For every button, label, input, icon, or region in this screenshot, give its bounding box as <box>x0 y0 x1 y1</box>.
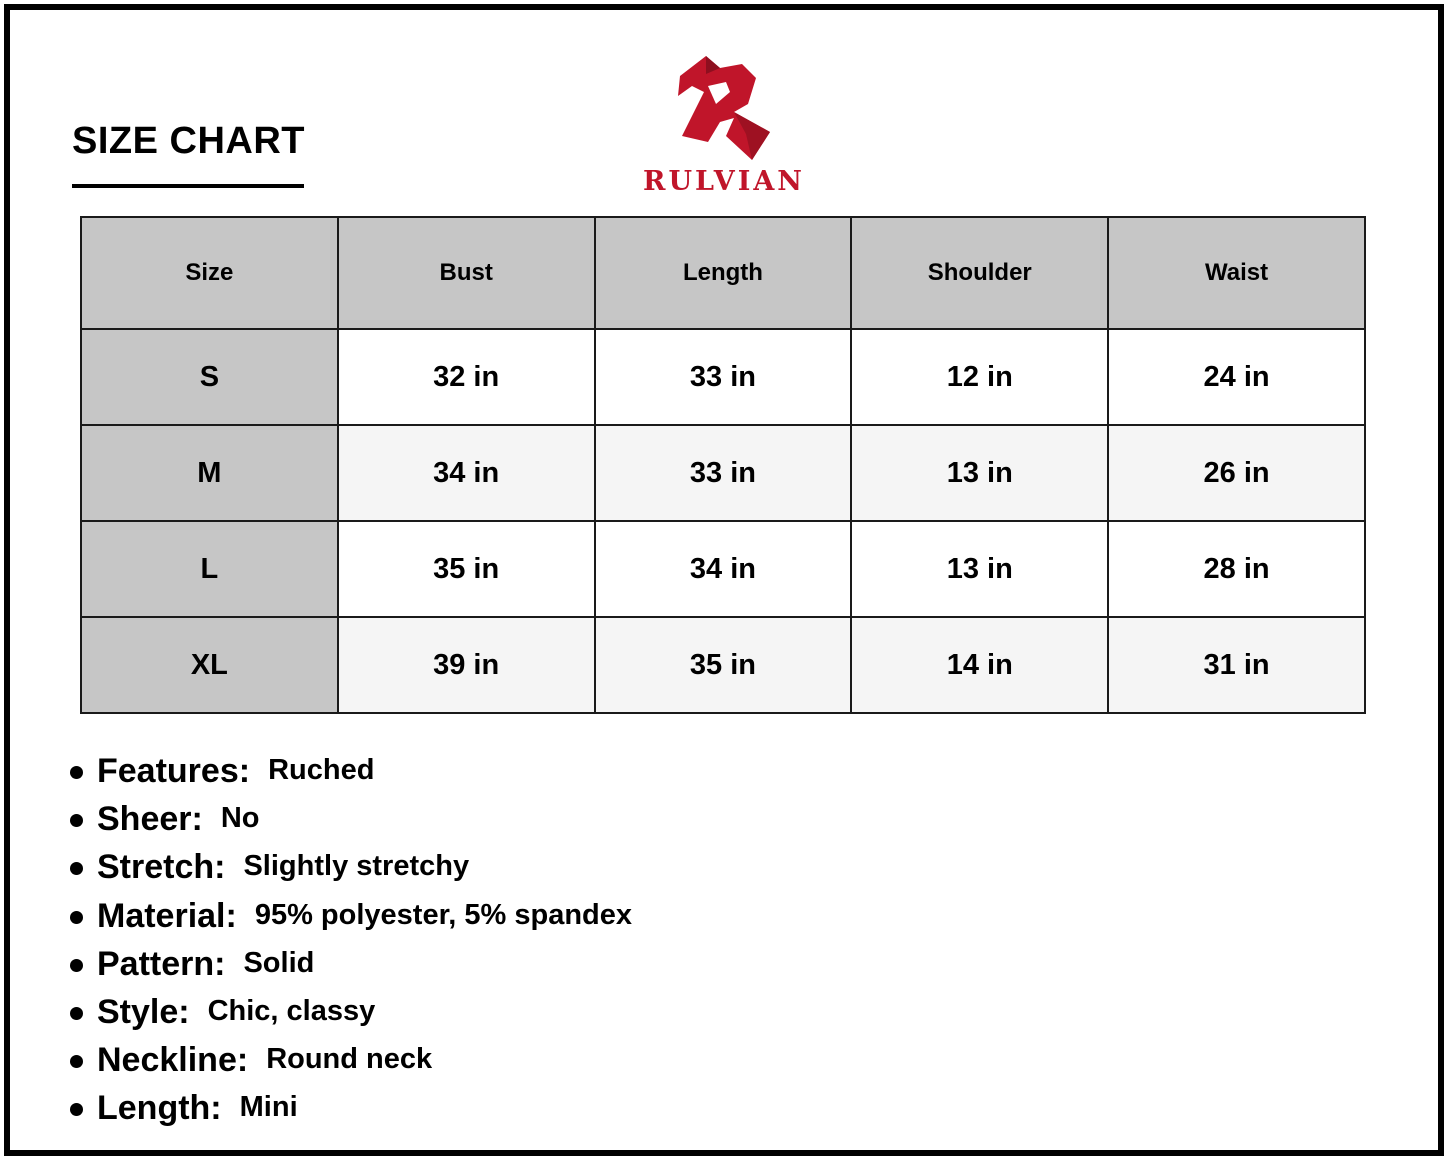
feature-list <box>70 752 632 1138</box>
bullet-icon <box>70 766 83 779</box>
bust-value: 32 in <box>338 329 595 425</box>
feature-label: Pattern: <box>97 944 226 983</box>
table-row <box>81 617 1365 713</box>
table-row <box>81 425 1365 521</box>
feature-value: Solid <box>243 946 315 979</box>
header-bust: Bust <box>338 217 595 329</box>
feature-item <box>70 1041 632 1089</box>
shoulder-value: 14 in <box>851 617 1108 713</box>
bullet-icon <box>70 1055 83 1068</box>
brand-r-logo-icon <box>676 52 772 162</box>
shoulder-value: 13 in <box>851 521 1108 617</box>
size-label: M <box>81 425 338 521</box>
feature-value: 95% polyester, 5% spandex <box>254 898 633 931</box>
bust-value: 34 in <box>338 425 595 521</box>
header-waist: Waist <box>1108 217 1365 329</box>
brand-logo <box>626 52 822 198</box>
length-value: 33 in <box>595 329 852 425</box>
size-label: L <box>81 521 338 617</box>
feature-value: Chic, classy <box>207 994 376 1027</box>
feature-label: Length: <box>97 1089 222 1128</box>
feature-label: Sheer: <box>97 800 203 839</box>
feature-value: Mini <box>239 1091 298 1124</box>
feature-item <box>70 1089 632 1137</box>
feature-value: No <box>220 802 260 835</box>
bullet-icon <box>70 959 83 972</box>
feature-item <box>70 800 632 848</box>
bust-value: 35 in <box>338 521 595 617</box>
page-title: SIZE CHART <box>72 120 305 162</box>
feature-label: Features: <box>97 752 251 790</box>
waist-value: 31 in <box>1108 617 1365 713</box>
shoulder-value: 12 in <box>851 329 1108 425</box>
length-value: 34 in <box>595 521 852 617</box>
title-underline <box>72 184 304 188</box>
feature-item <box>70 897 632 945</box>
length-value: 35 in <box>595 617 852 713</box>
bullet-icon <box>70 814 83 827</box>
bullet-icon <box>70 1103 83 1116</box>
feature-label: Material: <box>97 896 237 935</box>
bullet-icon <box>70 911 83 924</box>
length-value: 33 in <box>595 425 852 521</box>
feature-value: Ruched <box>268 754 375 786</box>
table-row <box>81 521 1365 617</box>
size-table <box>80 216 1366 714</box>
feature-value: Round neck <box>266 1043 433 1076</box>
bullet-icon <box>70 1007 83 1020</box>
feature-item <box>70 752 632 800</box>
feature-item <box>70 945 632 993</box>
size-label: S <box>81 329 338 425</box>
bust-value: 39 in <box>338 617 595 713</box>
feature-label: Neckline: <box>97 1041 249 1080</box>
table-header-row <box>81 217 1365 329</box>
feature-label: Style: <box>97 992 190 1031</box>
feature-label: Stretch: <box>97 848 226 887</box>
feature-item <box>70 848 632 896</box>
waist-value: 26 in <box>1108 425 1365 521</box>
size-label: XL <box>81 617 338 713</box>
shoulder-value: 13 in <box>851 425 1108 521</box>
header-shoulder: Shoulder <box>851 217 1108 329</box>
feature-item <box>70 993 632 1041</box>
waist-value: 28 in <box>1108 521 1365 617</box>
feature-value: Slightly stretchy <box>243 850 470 883</box>
bullet-icon <box>70 862 83 875</box>
waist-value: 24 in <box>1108 329 1365 425</box>
header-size: Size <box>81 217 338 329</box>
header-length: Length <box>595 217 852 329</box>
table-row <box>81 329 1365 425</box>
brand-name: RULVIAN <box>643 166 805 197</box>
